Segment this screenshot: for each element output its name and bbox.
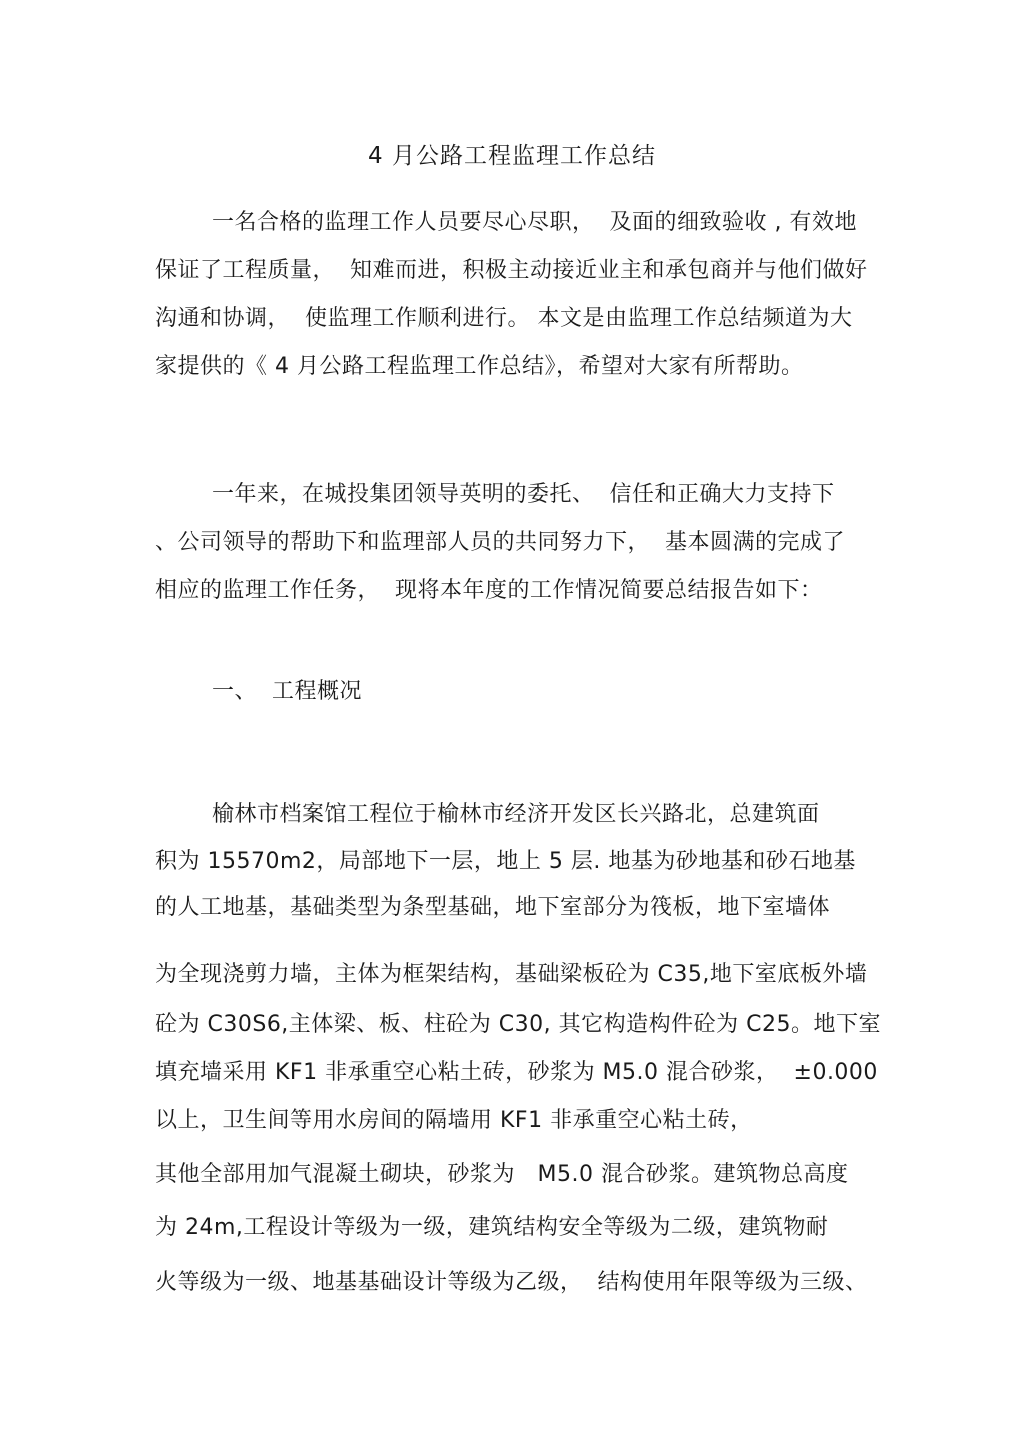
overview-line-3: 的人工地基，基础类型为条型基础，地下室部分为筏板，地下室墙体: [155, 895, 831, 920]
overview-line-8: 其他全部用加气混凝土砌块，砂浆为 M5.0 混合砂浆。建筑物总高度: [155, 1162, 849, 1187]
overview-line-1: 榆林市档案馆工程位于榆林市经济开发区长兴路北，总建筑面: [212, 802, 820, 827]
summary-line-1: 一年来，在城投集团领导英明的委托、 信任和正确大力支持下: [212, 482, 835, 507]
document-title: 4 月公路工程监理工作总结: [368, 143, 656, 169]
intro-line-3: 沟通和协调， 使监理工作顺利进行。 本文是由监理工作总结频道为大: [155, 306, 853, 331]
intro-line-4: 家提供的《 4 月公路工程监理工作总结》，希望对大家有所帮助。: [155, 354, 804, 379]
section-heading: 一、 工程概况: [212, 679, 362, 704]
overview-line-7: 以上，卫生间等用水房间的隔墙用 KF1 非承重空心粘土砖，: [155, 1108, 753, 1133]
overview-line-4: 为全现浇剪力墙，主体为框架结构，基础梁板砼为 C35,地下室底板外墙: [155, 962, 868, 987]
overview-line-5: 砼为 C30S6,主体梁、板、柱砼为 C30, 其它构造构件砼为 C25。地下室: [155, 1012, 881, 1037]
summary-line-2: 、公司领导的帮助下和监理部人员的共同努力下， 基本圆满的完成了: [155, 530, 845, 555]
overview-line-6: 填充墙采用 KF1 非承重空心粘土砖，砂浆为 M5.0 混合砂浆， ±0.000: [155, 1060, 878, 1085]
overview-line-10: 火等级为一级、地基基础设计等级为乙级， 结构使用年限等级为三级、: [155, 1270, 868, 1295]
intro-line-2: 保证了工程质量， 知难而进，积极主动接近业主和承包商并与他们做好: [155, 258, 868, 283]
overview-line-9: 为 24m,工程设计等级为一级，建筑结构安全等级为二级，建筑物耐: [155, 1215, 829, 1240]
summary-line-3: 相应的监理工作任务， 现将本年度的工作情况简要总结报告如下：: [155, 578, 823, 603]
intro-line-1: 一名合格的监理工作人员要尽心尽职， 及面的细致验收 , 有效地: [212, 210, 857, 235]
overview-line-2: 积为 15570m2，局部地下一层，地上 5 层. 地基为砂地基和砂石地基: [155, 849, 856, 874]
